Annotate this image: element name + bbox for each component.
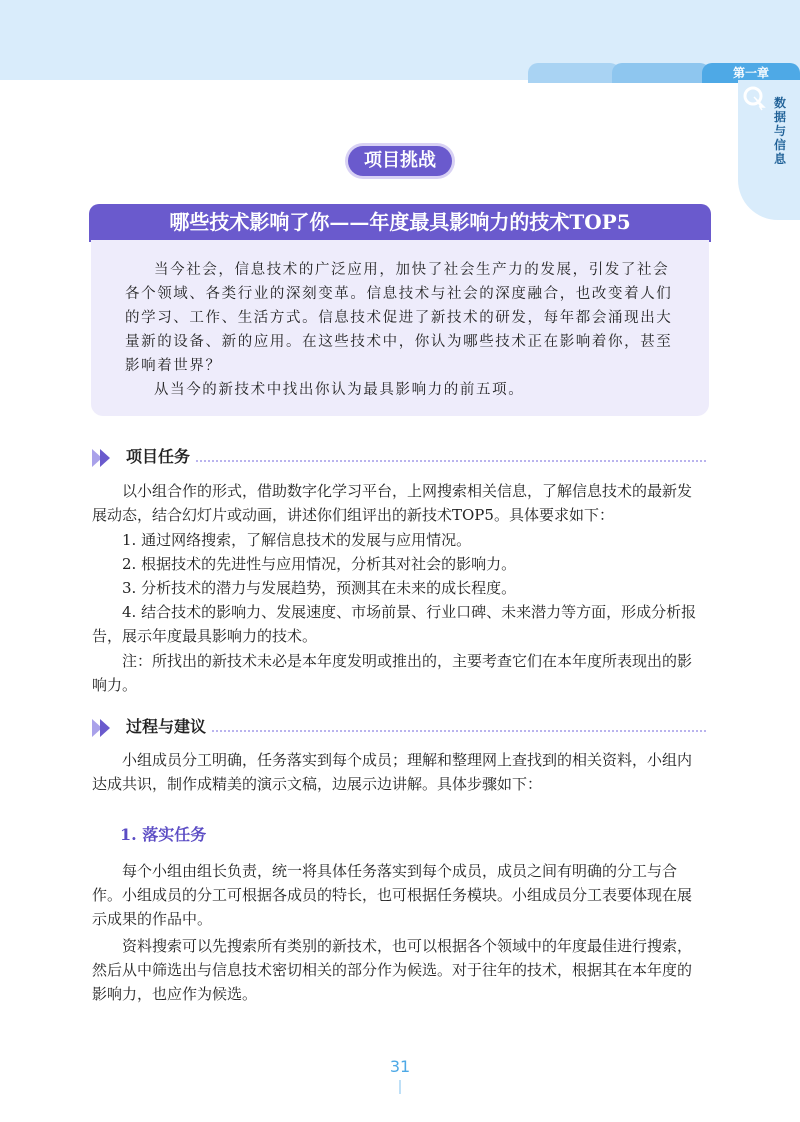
header-tab-decor-2 [612,63,710,83]
page-number: 31 [389,1057,411,1076]
step-paragraph: 每个小组由组长负责，统一将具体任务落实到每个成员，成员之间有明确的分工与合作。小组成员的分工可根据各成员的特长，也可根据任务模块。小组成员分工表要体现在展示成果的作品中。 [92,862,693,928]
task-item: 3. 分析技术的潜力与发展趋势，预测其在未来的成长程度。 [122,579,517,597]
challenge-intro-paragraph: 当今社会，信息技术的广泛应用，加快了社会生产力的发展，引发了社会各个领域、各类行业的深刻变革。信息技术与社会的深度融合，也改变着人们的学习、工作、生活方式。信息技术促进了新技术的研发，每年都会涌现出大量新的设备、新的应用。在这些技术中，你认为哪些技术正在影响着你，甚至影响着世界？ [125,262,673,374]
task-item: 4. 结合技术的影响力、发展速度、市场前景、行业口碑、未来潜力等方面，形成分析报告，展示年度最具影响力的技术。 [92,603,697,645]
arrow-icon [100,449,110,467]
section-heading-task [92,446,706,468]
header-tab-decor-1 [528,63,620,83]
page-number-decor [399,1080,401,1094]
project-challenge-badge: 项目挑战 [348,146,452,176]
task-item: 1. 通过网络搜索，了解信息技术的发展与应用情况。 [122,531,472,549]
section-title: 项目任务 [126,447,191,466]
side-chapter-label: 数据与信息 [774,96,787,166]
divider [196,460,706,462]
process-paragraph: 小组成员分工明确，任务落实到每个成员；理解和整理网上查找到的相关资料，小组内达成共识，制作成精美的演示文稿，边展示边讲解。具体步骤如下： [92,751,693,793]
challenge-title: 哪些技术影响了你——年度最具影响力的技术TOP5 [169,210,631,234]
chapter-label: 第一章 [702,63,800,83]
divider [212,730,706,732]
task-note: 注：所找出的新技术未必是本年度发明或推出的，主要考查它们在本年度所表现出的影响力。 [92,652,693,694]
step-title: 1. 落实任务 [120,825,207,844]
step-paragraph: 资料搜索可以先搜索所有类别的新技术，也可以根据各个领域中的年度最佳进行搜索，然后从中筛选出与信息技术密切相关的部分作为候选。对于往年的技术，根据其在本年度的影响力，也应作为候选。 [92,937,693,1003]
challenge-intro-question: 从当今的新技术中找出你认为最具影响力的前五项。 [154,382,525,398]
magnifier-cursor-icon [742,85,768,111]
task-paragraph: 以小组合作的形式，借助数字化学习平台，上网搜索相关信息，了解信息技术的最新发展动态，结合幻灯片或动画，讲述你们组评出的新技术TOP5。具体要求如下： [92,482,693,524]
arrow-icon [100,719,110,737]
task-item: 2. 根据技术的先进性与应用情况，分析其对社会的影响力。 [122,555,517,573]
section-title: 过程与建议 [126,717,207,736]
section-heading-process [92,716,706,738]
